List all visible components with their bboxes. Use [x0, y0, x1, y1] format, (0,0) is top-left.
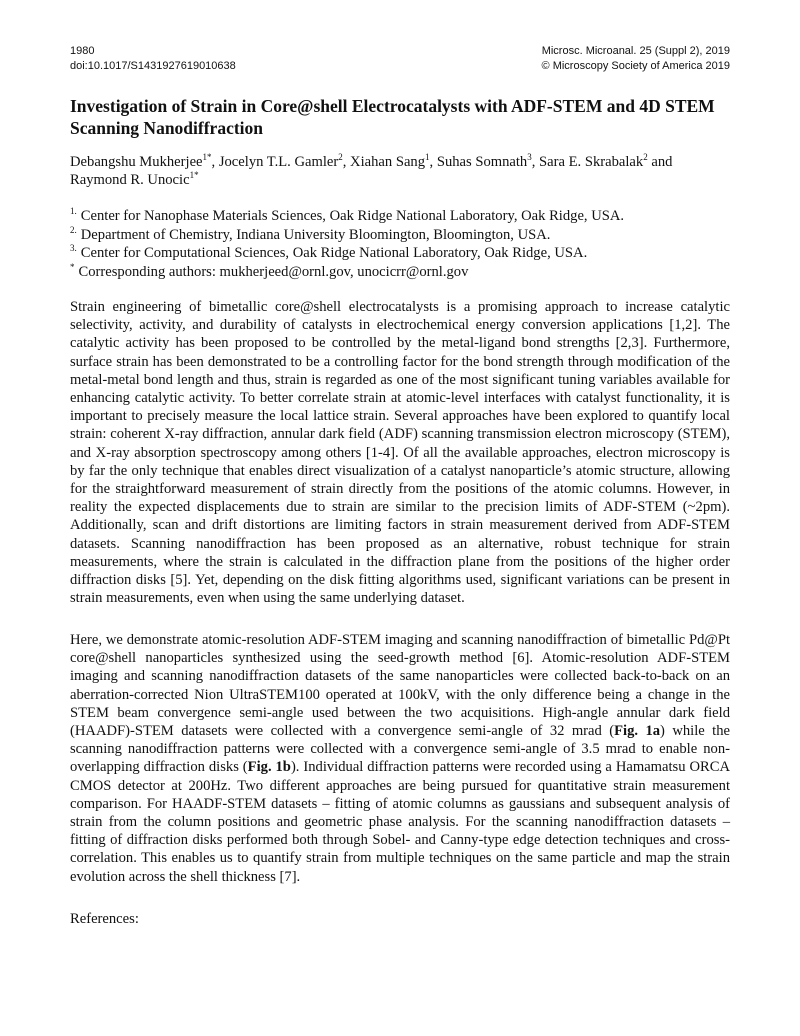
- author-list: [70, 153, 730, 189]
- figure-reference: Fig. 1a: [614, 723, 661, 740]
- running-header-right: [542, 44, 730, 74]
- journal-citation: Microsc. Microanal. 25 (Suppl 2), 2019: [541, 45, 730, 57]
- running-header-left: [70, 44, 236, 74]
- author: Raymond R. Unocic$^{1*}$: [70, 170, 199, 188]
- author: Sara E. Skrabalak$^2$ and: [539, 152, 673, 170]
- author: Suhas Somnath$^3$,: [436, 152, 540, 170]
- affiliations: [70, 207, 730, 281]
- page-number: 1980: [70, 45, 95, 57]
- author: Jocelyn T.L. Gamler$^2$,: [218, 152, 351, 170]
- references-heading: References:: [70, 911, 139, 927]
- corresponding-authors: * Corresponding authors: mukherjeed@ornl.gov, unocicrr@ornl.gov: [70, 261, 469, 280]
- body-paragraph-1: Strain engineering of bimetallic core@shell electrocatalysts is a promising approach to increase catalytic selectivity, activity, and durability of catalysts in electrochemical energy conversion applications [1,2]. The catalytic activity has been proposed to be controlled by the metal-ligand bond strengths [2,3]. Furthermore, surface strain has been demonstrated to be a controlling factor for the bond strength through modification of the metal-metal bond length and thus, strain is regarded as one of the most significant tuning variables available for enhancing catalytic activity. To better correlate strain at atomic-level interfaces with catalyst functionality, it is important to precisely measure the local lattice strain. Several approaches have been explored to quantify local strain: coherent X-ray diffraction, annular dark field (ADF) scanning transmission electron microscopy (STEM), and X-ray absorption spectroscopy among others [1-4]. Of all the available approaches, electron microscopy is by far the only technique that enables direct visualization of a catalyst nanoparticle’s atomic structure, allowing for the straightforward measurement of strain directly from the positions of the atomic columns. However, in reality the expected displacements due to strain are similar to the precision limits of ADF-STEM (~2pm). Additionally, scan and drift distortions are limiting factors in strain measurement derived from ADF-STEM datasets. Scanning nanodiffraction has been proposed as an alternative, robust technique for strain measurements, where the strain is calculated in the diffraction plane from the positions of the higher order diffraction disks [5]. Yet, depending on the disk fitting algorithms used, significant variations can be present in strain measurements, even when using the same underlying dataset.: [70, 299, 730, 607]
- copyright: © Microscopy Society of America 2019: [541, 60, 730, 72]
- paper-title: Investigation of Strain in Core@shell Electrocatalysts with ADF-STEM and 4D STEM Scanning Nanodiffraction: [70, 96, 715, 138]
- affiliation: $^{1.}$ Center for Nanophase Materials Sciences, Oak Ridge National Laboratory, Oak Ridge, USA.: [70, 206, 625, 224]
- affiliation: $^{2.}$ Department of Chemistry, Indiana University Bloomington, Bloomington, USA.: [70, 224, 551, 243]
- author: Xiahan Sang$^1$,: [350, 152, 437, 170]
- author: Debangshu Mukherjee$^{1*}$,: [70, 152, 219, 170]
- body-paragraph-2: Here, we demonstrate atomic-resolution ADF-STEM imaging and scanning nanodiffraction of bimetallic Pd@Pt core@shell nanoparticles synthesized using the seed-growth method [6]. Atomic-resolution ADF-STEM imaging and scanning nanodiffraction datasets of the same nanoparticles were collected back-to-back on an aberration-corrected Nion UltraSTEM100 operated at 100kV, with the only difference being a change in the STEM beam convergence semi-angle used between the two acquisitions. High-angle annular dark field (HAADF)-STEM datasets were collected with a convergence semi-angle of 32 mrad (Fig. 1a) while the scanning nanodiffraction patterns were collected with a convergence semi-angle of 3.5 mrad to enable non-overlapping diffraction disks (Fig. 1b). Individual diffraction patterns were recorded using a Hamamatsu ORCA CMOS detector at 200Hz. Two different approaches are being pursued for quantitative strain measurement comparison. For HAADF-STEM datasets – fitting of atomic columns as gaussians and subsequent analysis of strain from the column positions and geometric phase analysis. For the scanning nanodiffraction datasets – fitting of diffraction disks performed both through Sobel- and Canny-type edge detection techniques and cross-correlation. This enables us to quantify strain from multiple techniques on the same particle and map the strain evolution across the shell thickness [7].: [70, 632, 731, 885]
- affiliation: $^{3.}$ Center for Computational Sciences, Oak Ridge National Laboratory, Oak Ridge, USA.: [70, 243, 588, 261]
- doi: doi:10.1017/S1431927619010638: [70, 60, 236, 72]
- figure-reference: Fig. 1b: [247, 759, 291, 776]
